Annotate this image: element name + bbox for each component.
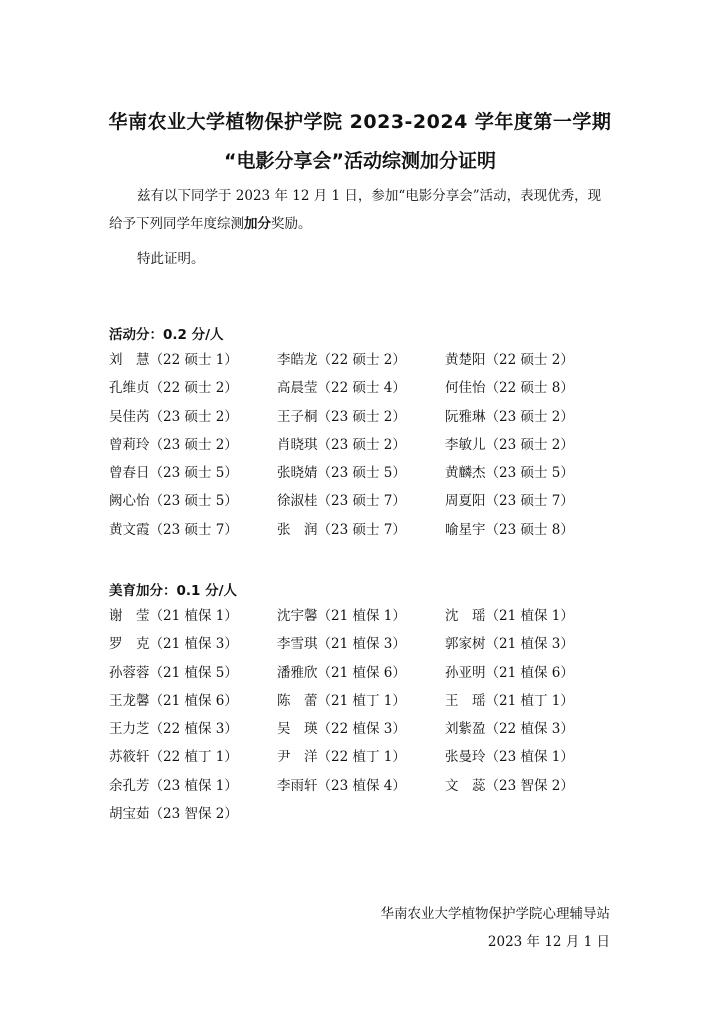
student-entry: 王子桐（23 硕士 2） bbox=[277, 408, 406, 425]
student-entry: 何佳怡（22 硕士 8） bbox=[445, 380, 574, 397]
student-entry: 王 瑶（21 植丁 1） bbox=[445, 692, 574, 709]
student-entry: 吴 瑛（22 植保 3） bbox=[277, 721, 406, 738]
student-entry: 黄楚阳（22 硕士 2） bbox=[445, 352, 574, 368]
student-entry: 张晓婧（23 硕士 5） bbox=[277, 465, 406, 482]
student-entry: 孔维贞（22 硕士 2） bbox=[109, 380, 238, 397]
student-entry: 尹 洋（22 植丁 1） bbox=[277, 749, 406, 766]
aesthetic-student-list bbox=[109, 602, 629, 828]
student-entry: 王龙馨（21 植保 6） bbox=[109, 692, 238, 709]
student-entry: 肖晓琪（23 硕士 2） bbox=[277, 436, 406, 453]
student-entry: 谢 莹（21 植保 1） bbox=[109, 608, 238, 624]
student-entry: 陈 蕾（21 植丁 1） bbox=[277, 692, 406, 709]
student-entry: 曾春日（23 硕士 5） bbox=[109, 465, 238, 482]
student-entry: 苏筱轩（22 植丁 1） bbox=[109, 749, 238, 766]
document-title: 华南农业大学植物保护学院 2023-2024 学年度第一学期 bbox=[108, 111, 612, 133]
student-entry: 周夏阳（23 硕士 7） bbox=[445, 493, 574, 510]
activity-student-list bbox=[109, 346, 629, 544]
student-entry: 高晨莹（22 硕士 4） bbox=[277, 380, 406, 397]
student-entry: 罗 克（21 植保 3） bbox=[109, 636, 238, 653]
student-entry: 黄麟杰（23 硕士 5） bbox=[445, 465, 574, 482]
student-entry: 潘雅欣（21 植保 6） bbox=[277, 664, 406, 681]
issuing-organization: 华南农业大学植物保护学院心理辅导站 bbox=[380, 906, 610, 922]
student-entry: 阮雅琳（23 硕士 2） bbox=[445, 408, 574, 425]
student-entry: 胡宝茹（23 智保 2） bbox=[109, 806, 238, 823]
student-entry: 沈 瑶（21 植保 1） bbox=[445, 608, 574, 624]
certify-statement: 特此证明。 bbox=[137, 251, 205, 267]
student-entry: 曾莉玲（23 硕士 2） bbox=[109, 436, 238, 453]
aesthetic-section-heading: 美育加分：0.1 分/人 bbox=[109, 583, 238, 599]
student-entry: 沈宇馨（21 植保 1） bbox=[277, 608, 406, 624]
student-entry: 张曼玲（23 植保 1） bbox=[445, 749, 574, 766]
student-entry: 阙心怡（23 硕士 5） bbox=[109, 493, 238, 510]
document-subtitle: “电影分享会”活动综测加分证明 bbox=[224, 150, 496, 172]
intro-text-end: 奖励。 bbox=[271, 216, 312, 232]
student-entry: 李皓龙（22 硕士 2） bbox=[277, 352, 406, 368]
intro-text-bold: 加分 bbox=[244, 216, 271, 232]
student-entry: 余孔芳（23 植保 1） bbox=[109, 777, 238, 794]
student-entry: 刘 慧（22 硕士 1） bbox=[109, 352, 238, 368]
issue-date: 2023 年 12 月 1 日 bbox=[487, 934, 610, 950]
student-entry: 刘紫盈（22 植保 3） bbox=[445, 721, 574, 738]
student-entry: 郭家树（21 植保 3） bbox=[445, 636, 574, 653]
student-entry: 张 润（23 硕士 7） bbox=[277, 521, 406, 538]
student-entry: 李敏儿（23 硕士 2） bbox=[445, 436, 574, 453]
activity-section-heading: 活动分：0.2 分/人 bbox=[109, 327, 224, 343]
intro-paragraph bbox=[109, 182, 614, 238]
student-entry: 李雨轩（23 植保 4） bbox=[277, 777, 406, 794]
student-entry: 喻星宇（23 硕士 8） bbox=[445, 521, 574, 538]
student-entry: 黄文霞（23 硕士 7） bbox=[109, 521, 238, 538]
student-entry: 徐淑桂（23 硕士 7） bbox=[277, 493, 406, 510]
student-entry: 孙蓉蓉（21 植保 5） bbox=[109, 664, 238, 681]
intro-text-start: 兹有以下同学于 2023 年 12 月 1 日，参加“电影分享会”活动，表现优秀，现给予下列同学年度综测 bbox=[109, 188, 602, 232]
student-entry: 吴佳芮（23 硕士 2） bbox=[109, 408, 238, 425]
student-entry: 孙亚明（21 植保 6） bbox=[445, 664, 574, 681]
student-entry: 文 蕊（23 智保 2） bbox=[445, 777, 574, 794]
student-entry: 李雪琪（21 植保 3） bbox=[277, 636, 406, 653]
student-entry: 王力芝（22 植保 3） bbox=[109, 721, 238, 738]
